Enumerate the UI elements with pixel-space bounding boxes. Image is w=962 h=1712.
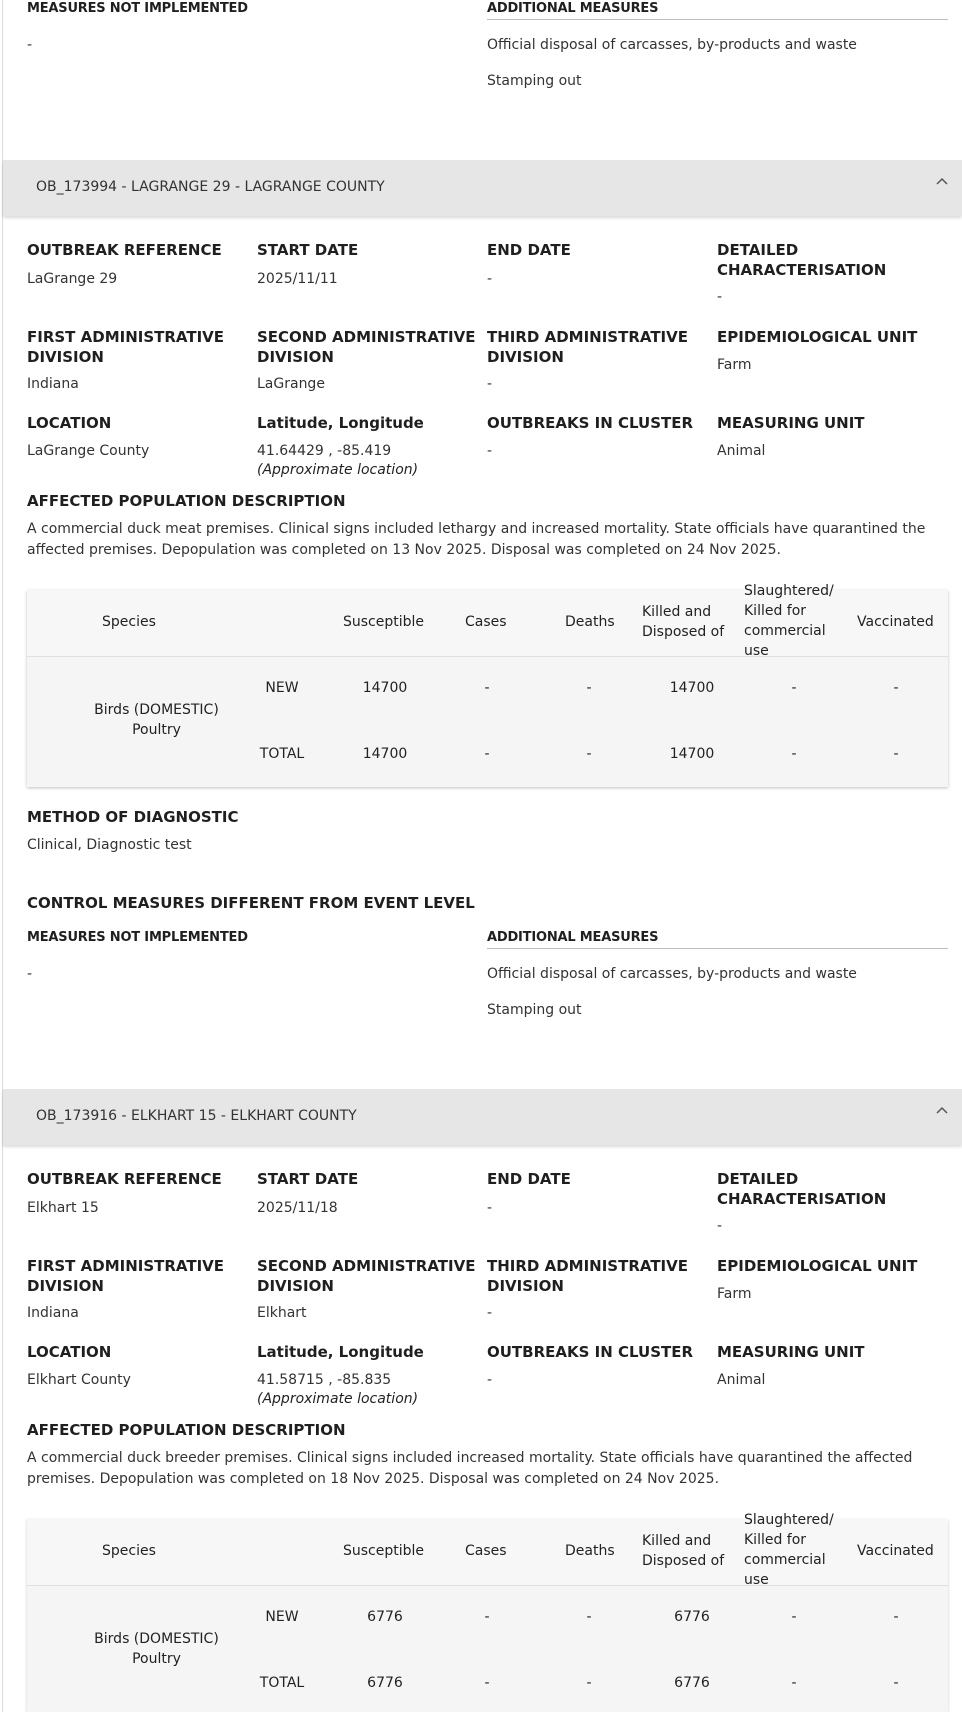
additional-measures-heading: ADDITIONAL MEASURES — [487, 930, 659, 945]
third-admin-division-label: THIRD ADMINISTRATIVE DIVISION — [487, 1257, 688, 1295]
lat-lon-label: Latitude, Longitude — [257, 1343, 424, 1361]
start-date-label: START DATE — [257, 1170, 359, 1188]
killed-disposed-column-header: Killed and Disposed of — [642, 604, 725, 640]
deaths-cell: - — [586, 1609, 592, 1625]
affected-population-label: AFFECTED POPULATION DESCRIPTION — [27, 492, 346, 510]
slaughtered-cell: - — [791, 1675, 797, 1691]
affected-population-label: AFFECTED POPULATION DESCRIPTION — [27, 1421, 346, 1439]
second-admin-division-value: LaGrange — [257, 376, 325, 392]
detailed-characterisation-label: DETAILED CHARACTERISATION — [717, 1170, 887, 1208]
cases-cell: - — [484, 680, 490, 696]
method-of-diagnostic-value: Clinical, Diagnostic test — [27, 837, 192, 853]
outbreak-reference-value: LaGrange 29 — [27, 271, 118, 287]
outbreaks-in-cluster-value: - — [487, 443, 493, 459]
additional-measures-heading: ADDITIONAL MEASURES — [487, 1, 659, 16]
killed-cell: 6776 — [674, 1675, 710, 1691]
vaccinated-column-header: Vaccinated — [857, 614, 934, 630]
lat-lon-label: Latitude, Longitude — [257, 414, 424, 432]
additional-measure-item: Stamping out — [487, 73, 582, 89]
third-admin-division-value: - — [487, 1305, 493, 1321]
epidemiological-unit-label: EPIDEMIOLOGICAL UNIT — [717, 1257, 918, 1275]
lat-lon-value: 41.58715 , -85.835 — [257, 1372, 392, 1388]
deaths-cell: - — [586, 680, 592, 696]
deaths-cell: - — [586, 746, 592, 762]
first-admin-division-value: Indiana — [27, 376, 79, 392]
cases-column-header: Cases — [465, 1543, 507, 1559]
susceptible-column-header: Susceptible — [343, 1543, 425, 1559]
slaughtered-cell: - — [791, 746, 797, 762]
vaccinated-cell: - — [893, 1609, 899, 1625]
end-date-label: END DATE — [487, 241, 571, 259]
approximate-location-note: (Approximate location) — [257, 462, 419, 478]
susceptible-column-header: Susceptible — [343, 614, 425, 630]
method-of-diagnostic-label: METHOD OF DIAGNOSTIC — [27, 808, 239, 826]
outbreak-header-title: OB_173916 - ELKHART 15 - ELKHART COUNTY — [36, 1108, 357, 1124]
second-admin-division-value: Elkhart — [257, 1305, 307, 1321]
table-row-label: NEW — [265, 680, 299, 696]
outbreak-reference-label: OUTBREAK REFERENCE — [27, 241, 222, 259]
location-label: LOCATION — [27, 1343, 112, 1361]
species-table — [27, 1512, 948, 1712]
detailed-characterisation-value: - — [717, 1218, 723, 1234]
chevron-up-icon[interactable] — [936, 176, 948, 188]
susceptible-cell: 6776 — [367, 1675, 403, 1691]
first-admin-division-value: Indiana — [27, 1305, 79, 1321]
second-admin-division-label: SECOND ADMINISTRATIVE DIVISION — [257, 1257, 476, 1295]
approximate-location-note: (Approximate location) — [257, 1391, 419, 1407]
susceptible-cell: 14700 — [362, 746, 408, 762]
vaccinated-column-header: Vaccinated — [857, 1543, 934, 1559]
vaccinated-cell: - — [893, 1675, 899, 1691]
end-date-value: - — [487, 271, 493, 287]
killed-cell: 14700 — [669, 746, 715, 762]
measuring-unit-label: MEASURING UNIT — [717, 414, 865, 432]
slaughtered-column-header: Slaughtered/ Killed for commercial use — [744, 583, 834, 659]
cases-cell: - — [484, 746, 490, 762]
slaughtered-cell: - — [791, 1609, 797, 1625]
location-label: LOCATION — [27, 414, 112, 432]
measuring-unit-label: MEASURING UNIT — [717, 1343, 865, 1361]
susceptible-cell: 14700 — [362, 680, 408, 696]
species-column-header: Species — [102, 614, 156, 630]
outbreaks-in-cluster-value: - — [487, 1372, 493, 1388]
cases-cell: - — [484, 1675, 490, 1691]
outbreak-reference-value: Elkhart 15 — [27, 1200, 99, 1216]
epidemiological-unit-label: EPIDEMIOLOGICAL UNIT — [717, 328, 918, 346]
killed-disposed-column-header: Killed and Disposed of — [642, 1533, 725, 1569]
first-admin-division-label: FIRST ADMINISTRATIVE DIVISION — [27, 328, 225, 366]
outbreak-reference-label: OUTBREAK REFERENCE — [27, 1170, 222, 1188]
measures-not-implemented-heading: MEASURES NOT IMPLEMENTED — [27, 930, 248, 945]
third-admin-division-label: THIRD ADMINISTRATIVE DIVISION — [487, 328, 688, 366]
chevron-up-icon[interactable] — [936, 1105, 948, 1117]
location-value: Elkhart County — [27, 1372, 131, 1388]
measures-not-implemented-heading: MEASURES NOT IMPLEMENTED — [27, 1, 248, 16]
affected-population-description: A commercial duck meat premises. Clinical signs included lethargy and increased mortality. State officials have quarantined the affected premises. Depopulation was completed on 13 Nov 2025. Disposal was completed on 24 Nov 2025. — [27, 521, 926, 558]
deaths-column-header: Deaths — [565, 1543, 615, 1559]
table-row-label: TOTAL — [259, 1675, 305, 1691]
additional-measure-item: Official disposal of carcasses, by-products and waste — [487, 37, 857, 53]
second-admin-division-label: SECOND ADMINISTRATIVE DIVISION — [257, 328, 476, 366]
epidemiological-unit-value: Farm — [717, 1286, 752, 1302]
table-row-label: NEW — [265, 1609, 299, 1625]
species-column-header: Species — [102, 1543, 156, 1559]
susceptible-cell: 6776 — [367, 1609, 403, 1625]
start-date-value: 2025/11/18 — [257, 1200, 338, 1216]
end-date-label: END DATE — [487, 1170, 571, 1188]
epidemiological-unit-value: Farm — [717, 357, 752, 373]
first-admin-division-label: FIRST ADMINISTRATIVE DIVISION — [27, 1257, 225, 1295]
outbreaks-in-cluster-label: OUTBREAKS IN CLUSTER — [487, 414, 694, 432]
control-measures-label: CONTROL MEASURES DIFFERENT FROM EVENT LEVEL — [27, 894, 475, 912]
deaths-cell: - — [586, 1675, 592, 1691]
page-left-border — [2, 0, 3, 1712]
additional-measures-divider — [487, 948, 948, 949]
measures-not-implemented-value: - — [27, 966, 33, 982]
species-name: Birds (DOMESTIC) Poultry — [94, 1631, 219, 1667]
detailed-characterisation-label: DETAILED CHARACTERISATION — [717, 241, 887, 279]
slaughtered-cell: - — [791, 680, 797, 696]
outbreak-accordion-header[interactable] — [3, 1089, 962, 1145]
deaths-column-header: Deaths — [565, 614, 615, 630]
measuring-unit-value: Animal — [717, 1372, 766, 1388]
slaughtered-column-header: Slaughtered/ Killed for commercial use — [744, 1512, 834, 1588]
table-row-label: TOTAL — [259, 746, 305, 762]
outbreak-accordion-header[interactable] — [3, 160, 962, 216]
additional-measures-divider — [487, 19, 948, 20]
species-table — [27, 583, 948, 787]
cases-cell: - — [484, 1609, 490, 1625]
cases-column-header: Cases — [465, 614, 507, 630]
start-date-label: START DATE — [257, 241, 359, 259]
third-admin-division-value: - — [487, 376, 493, 392]
vaccinated-cell: - — [893, 746, 899, 762]
detailed-characterisation-value: - — [717, 289, 723, 305]
killed-cell: 14700 — [669, 680, 715, 696]
end-date-value: - — [487, 1200, 493, 1216]
additional-measure-item: Official disposal of carcasses, by-products and waste — [487, 966, 857, 982]
start-date-value: 2025/11/11 — [257, 271, 338, 287]
vaccinated-cell: - — [893, 680, 899, 696]
measures-not-implemented-value: - — [27, 37, 33, 53]
outbreaks-in-cluster-label: OUTBREAKS IN CLUSTER — [487, 1343, 694, 1361]
affected-population-description: A commercial duck breeder premises. Clinical signs included increased mortality. State officials have quarantined the affected premises. Depopulation was completed on 18 Nov 2025. Disposal was completed on 24 Nov 2025. — [27, 1450, 913, 1487]
measuring-unit-value: Animal — [717, 443, 766, 459]
species-name: Birds (DOMESTIC) Poultry — [94, 702, 219, 738]
lat-lon-value: 41.64429 , -85.419 — [257, 443, 392, 459]
additional-measure-item: Stamping out — [487, 1002, 582, 1018]
killed-cell: 6776 — [674, 1609, 710, 1625]
location-value: LaGrange County — [27, 443, 150, 459]
outbreak-header-title: OB_173994 - LAGRANGE 29 - LAGRANGE COUNTY — [36, 179, 385, 195]
